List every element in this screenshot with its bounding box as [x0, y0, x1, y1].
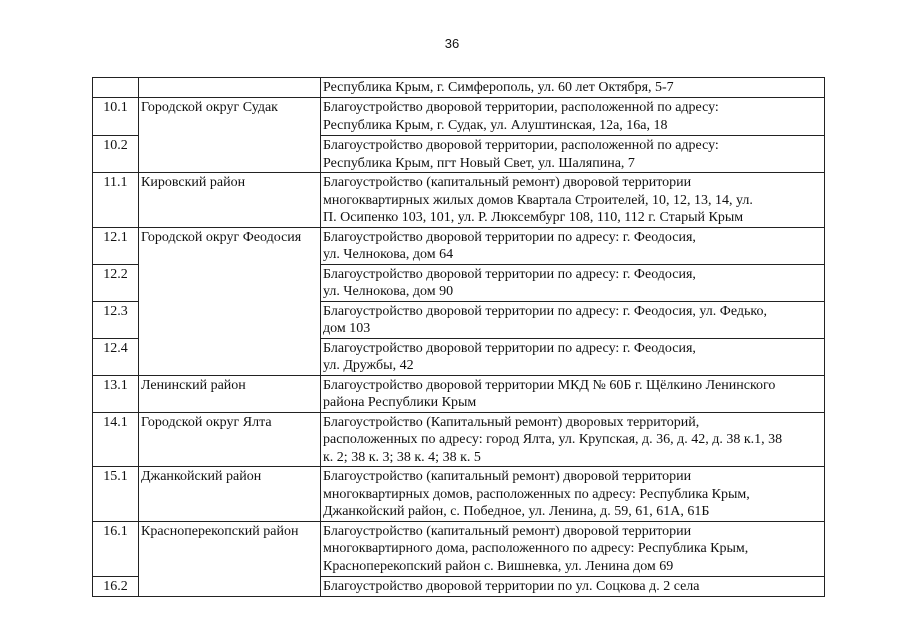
table-row	[93, 98, 825, 136]
description-cell	[321, 521, 825, 576]
description-line: Благоустройство дворовой территории, расположенной по адресу:	[323, 100, 719, 115]
description-line: ул. Челнокова, дом 90	[323, 284, 454, 299]
description-line: Благоустройство (капитальный ремонт) дворовой территории	[323, 523, 692, 539]
row-number-cell: 13.1	[93, 375, 139, 412]
table-row	[93, 173, 825, 228]
row-number-cell: 15.1	[93, 467, 139, 522]
table-row	[93, 375, 825, 412]
description-line: Благоустройство дворовой территории МКД № 60Б г. Щёлкино Ленинского	[323, 377, 776, 393]
description-line: П. Осипенко 103, 101, ул. Р. Люксембург 108, 110, 112 г. Старый Крым	[323, 210, 744, 225]
description-line: дом 103	[323, 321, 371, 336]
description-line: района Республики Крым	[323, 395, 477, 410]
table-row	[93, 78, 825, 98]
district-cell: Кировский район	[139, 173, 321, 228]
program-table	[92, 77, 825, 597]
description-cell	[321, 227, 825, 264]
row-number-cell: 16.2	[93, 576, 139, 596]
description-line: Красноперекопский район с. Вишневка, ул. Ленина дом 69	[323, 558, 674, 574]
page-number: 36	[444, 36, 460, 51]
description-line: Республика Крым, г. Симферополь, ул. 60 лет Октября, 5-7	[323, 80, 674, 95]
row-number-cell: 16.1	[93, 521, 139, 576]
description-line: к. 2; 38 к. 3; 38 к. 4; 38 к. 5	[323, 449, 481, 465]
district-cell: Ленинский район	[139, 375, 321, 412]
row-number-cell: 14.1	[93, 412, 139, 467]
table-row	[93, 521, 825, 576]
description-cell	[321, 78, 825, 98]
row-number-cell: 12.3	[93, 301, 139, 338]
row-number-cell: 11.1	[93, 173, 139, 228]
description-line: расположенных по адресу: город Ялта, ул. Крупская, д. 36, д. 42, д. 38 к.1, 38	[323, 432, 783, 447]
description-cell	[321, 136, 825, 173]
row-number-cell: 12.1	[93, 227, 139, 264]
district-cell	[139, 78, 321, 98]
description-line: Благоустройство дворовой территории по ул. Соцкова д. 2 села	[323, 578, 700, 594]
table-row	[93, 467, 825, 522]
description-line: Джанкойский район, с. Победное, ул. Ленина, д. 59, 61, 61А, 61Б	[323, 504, 710, 519]
description-line: Республика Крым, пгт Новый Свет, ул. Шаляпина, 7	[323, 155, 635, 171]
description-line: Благоустройство (капитальный ремонт) дворовой территории	[323, 469, 692, 484]
description-cell	[321, 264, 825, 301]
description-cell	[321, 467, 825, 522]
description-cell	[321, 375, 825, 412]
table-row	[93, 227, 825, 264]
description-line: Благоустройство дворовой территории по адресу: г. Феодосия, ул. Федько,	[323, 303, 767, 319]
district-cell: Городской округ Феодосия	[139, 227, 321, 375]
description-cell	[321, 576, 825, 596]
row-number-cell	[93, 78, 139, 98]
description-line: Благоустройство (капитальный ремонт) дворовой территории	[323, 175, 692, 190]
table-row	[93, 412, 825, 467]
description-cell	[321, 338, 825, 375]
description-line: Благоустройство дворовой территории по адресу: г. Феодосия,	[323, 229, 696, 245]
description-line: многоквартирных домов, расположенных по адресу: Республика Крым,	[323, 486, 750, 502]
row-number-cell: 10.2	[93, 136, 139, 173]
district-cell: Красноперекопский район	[139, 521, 321, 596]
description-cell	[321, 412, 825, 467]
description-line: ул. Челнокова, дом 64	[323, 247, 454, 262]
description-line: ул. Дружбы, 42	[323, 358, 414, 373]
description-line: Благоустройство (Капитальный ремонт) дворовых территорий,	[323, 414, 700, 430]
row-number-cell: 10.1	[93, 98, 139, 136]
description-line: Благоустройство дворовой территории по адресу: г. Феодосия,	[323, 266, 696, 282]
description-cell	[321, 98, 825, 136]
description-line: многоквартирных жилых домов Квартала Строителей, 10, 12, 13, 14, ул.	[323, 192, 753, 208]
description-line: Благоустройство дворовой территории по адресу: г. Феодосия,	[323, 340, 696, 356]
district-cell: Городской округ Ялта	[139, 412, 321, 467]
row-number-cell: 12.4	[93, 338, 139, 375]
description-cell	[321, 173, 825, 228]
district-cell: Городской округ Судак	[139, 98, 321, 173]
row-number-cell: 12.2	[93, 264, 139, 301]
description-line: многоквартирного дома, расположенного по адресу: Республика Крым,	[323, 541, 749, 556]
description-line: Республика Крым, г. Судак, ул. Алуштинская, 12а, 16а, 18	[323, 117, 668, 133]
district-cell: Джанкойский район	[139, 467, 321, 522]
description-line: Благоустройство дворовой территории, расположенной по адресу:	[323, 138, 719, 153]
description-cell	[321, 301, 825, 338]
